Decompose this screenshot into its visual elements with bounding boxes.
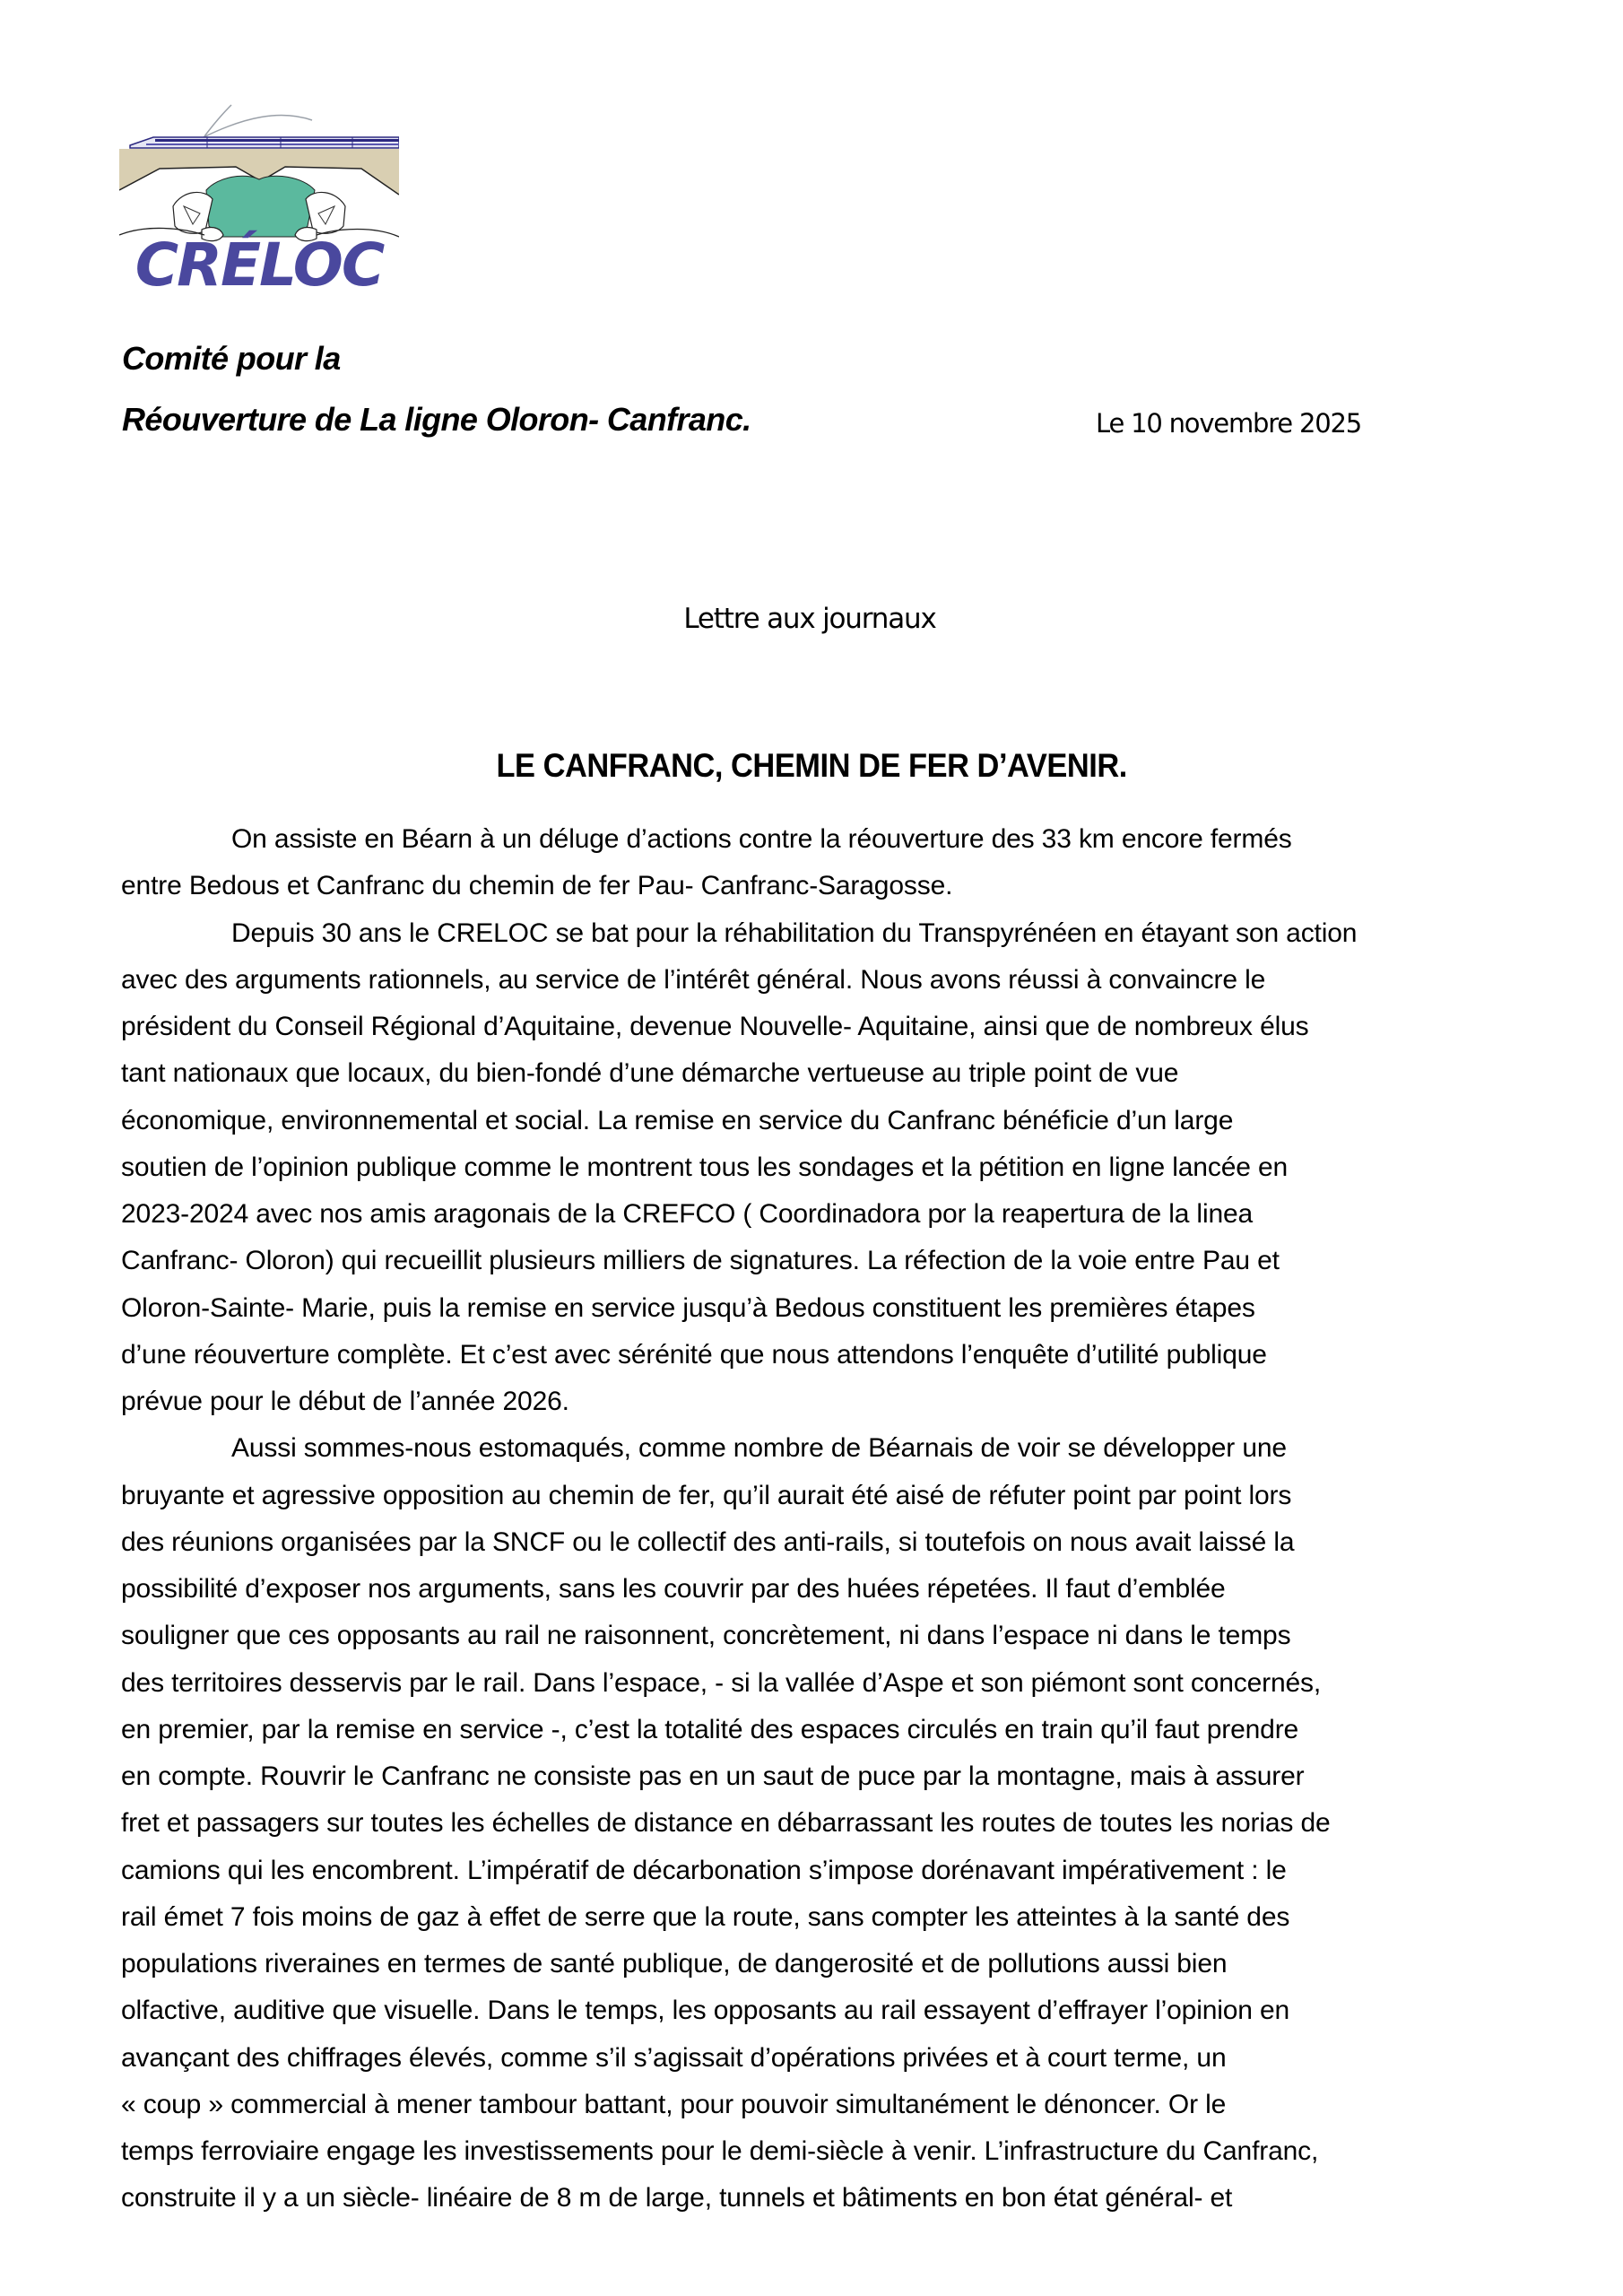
body-line: entre Bedous et Canfranc du chemin de fer Pau- Canfranc-Saragosse. [121,871,953,900]
body-line: des territoires desservis par le rail. Dans l’espace, - si la vallée d’Aspe et son piémont sont concernés, [121,1668,1322,1698]
train-hands-logo-icon [119,100,399,291]
body-line: en compte. Rouvrir le Canfranc ne consiste pas en un saut de puce par la montagne, mais à assurer [121,1761,1305,1791]
body-line: souligner que ces opposants au rail ne raisonnent, concrètement, ni dans l’espace ni dans le temps [121,1621,1291,1650]
letter-date: Le 10 novembre 2025 [1096,408,1361,439]
org-name-line2: Réouverture de La ligne Oloron- Canfranc. [122,401,751,438]
body-line: On assiste en Béarn à un déluge d’actions contre la réouverture des 33 km encore fermés [231,824,1292,854]
body-line: tant nationaux que locaux, du bien-fondé d’une démarche vertueuse au triple point de vue [121,1058,1179,1088]
body-line: Canfranc- Oloron) qui recueillit plusieurs milliers de signatures. La réfection de la voie entre Pau et [121,1246,1280,1275]
svg-text:CRÉLOC: CRÉLOC [135,230,384,291]
body-line: des réunions organisées par la SNCF ou le collectif des anti-rails, si toutefois on nous avait laissé la [121,1527,1295,1557]
creloc-logo [119,100,399,291]
body-line: olfactive, auditive que visuelle. Dans le temps, les opposants au rail essayent d’effrayer l’opinion en [121,1996,1290,2025]
letter-title [0,746,1623,786]
body-line: Depuis 30 ans le CRELOC se bat pour la réhabilitation du Transpyrénéen en étayant son action [231,918,1358,948]
body-line: « coup » commercial à mener tambour battant, pour pouvoir simultanément le dénoncer. Or le [121,2090,1227,2119]
body-line: possibilité d’exposer nos arguments, sans les couvrir par des huées répetées. Il faut d’emblée [121,1574,1226,1604]
body-line: rail émet 7 fois moins de gaz à effet de serre que la route, sans compter les atteintes à la santé des [121,1902,1290,1932]
title-text: LE CANFRANC, CHEMIN DE FER D’AVENIR. [496,747,1127,784]
body-line: prévue pour le début de l’année 2026. [121,1387,569,1416]
body-line: temps ferroviaire engage les investissements pour le demi-siècle à venir. L’infrastructure du Canfranc, [121,2136,1319,2166]
body-line: d’une réouverture complète. Et c’est avec sérénité que nous attendons l’enquête d’utilité publique [121,1340,1267,1370]
body-line: économique, environnemental et social. La remise en service du Canfranc bénéficie d’un large [121,1106,1234,1135]
letter-kicker [0,601,1623,637]
body-line: président du Conseil Régional d’Aquitaine, devenue Nouvelle- Aquitaine, ainsi que de nombreux élus [121,1012,1309,1041]
body-line: fret et passagers sur toutes les échelles de distance en débarrassant les routes de toutes les norias de [121,1808,1331,1838]
body-line: camions qui les encombrent. L’impératif de décarbonation s’impose dorénavant impérativement : le [121,1856,1287,1885]
body-line: 2023-2024 avec nos amis aragonais de la CREFCO ( Coordinadora por la reapertura de la linea [121,1199,1254,1229]
body-line: en premier, par la remise en service -, c’est la totalité des espaces circulés en train qu’il faut prendre [121,1715,1299,1744]
body-line: populations riveraines en termes de santé publique, de dangerosité et de pollutions aussi bien [121,1949,1228,1979]
body-line: Oloron-Sainte- Marie, puis la remise en service jusqu’à Bedous constituent les premières étapes [121,1293,1255,1323]
org-name-line1: Comité pour la [122,340,341,377]
body-line: Aussi sommes-nous estomaqués, comme nombre de Béarnais de voir se développer une [231,1433,1287,1463]
body-line: avec des arguments rationnels, au service de l’intérêt général. Nous avons réussi à convaincre le [121,965,1266,995]
body-line: bruyante et agressive opposition au chemin de fer, qu’il aurait été aisé de réfuter point par point lors [121,1481,1292,1510]
kicker-text: Lettre aux journaux [683,603,936,635]
body-line: soutien de l’opinion publique comme le montrent tous les sondages et la pétition en ligne lancée en [121,1152,1289,1182]
body-line: avançant des chiffrages élevés, comme s’il s’agissait d’opérations privées et à court terme, un [121,2043,1227,2073]
body-line: construite il y a un siècle- linéaire de 8 m de large, tunnels et bâtiments en bon état général- et [121,2183,1233,2213]
